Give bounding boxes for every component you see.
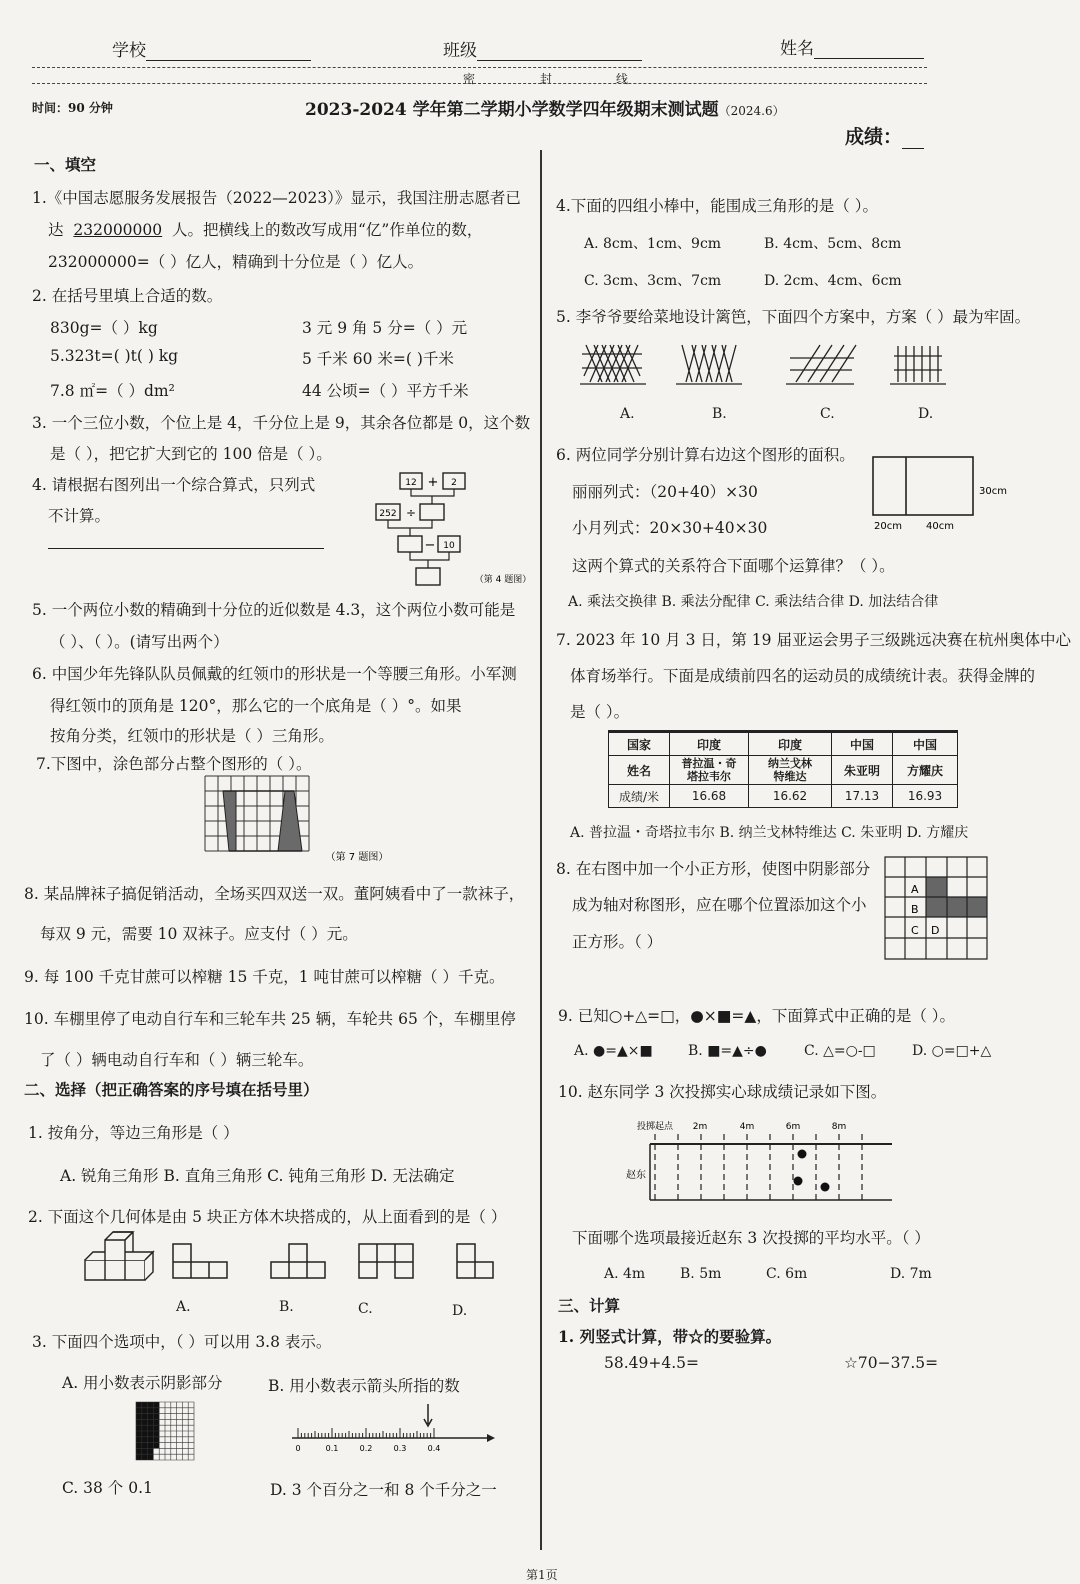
s1-q2-item4: 5 千米 60 米=( )千米: [302, 350, 454, 368]
s1-q2-item6: 44 公顷=（ ）平方千米: [302, 382, 469, 400]
school-field[interactable]: 学校: [112, 36, 311, 61]
s2-q8-line2: 成为轴对称图形，应在哪个位置添加这个小: [572, 896, 867, 914]
q5-label-b: B.: [712, 406, 727, 422]
s2-q6-ask: 这两个算式的关系符合下面哪个运算律？（ ）。: [572, 557, 895, 575]
section3-heading: 三、计算: [558, 1296, 621, 1315]
table-cell: 朱亚明: [832, 756, 893, 785]
underlined-number: 232000000: [73, 221, 163, 239]
q4-op3: −: [424, 538, 436, 553]
q8-shade-2: [926, 897, 987, 917]
q2-label-c: C.: [358, 1301, 373, 1317]
s1-q10-line1: 10. 车棚里停了电动自行车和三轮车共 25 辆，车轮共 65 个，车棚里停: [24, 1010, 516, 1028]
s1-q1-line1: 1.《中国志愿服务发展报告（2022—2023）》显示，我国注册志愿者已: [32, 189, 521, 207]
athlete-score-table: [608, 730, 958, 808]
q4-box-final: [416, 568, 440, 585]
q4-c: 252: [379, 509, 397, 519]
s3-expr1: 58.49+4.5=: [604, 1354, 699, 1372]
q10-axis-start: 投掷起点: [636, 1122, 674, 1132]
exam-title: 2023-2024 学年第二学期小学数学四年级期末测试题（2024.6）: [305, 100, 785, 120]
column-divider: [540, 150, 542, 1550]
q4-op1: +: [427, 475, 439, 490]
s1-q1-line2: 达 232000000 人。把横线上的数改写成用“亿”作单位的数，: [48, 221, 483, 239]
q2-3d-blocks: [85, 1232, 153, 1280]
fence-d: [890, 340, 950, 390]
s1-q8-line2: 每双 9 元，需要 10 双袜子。应支付（ ）元。: [40, 925, 358, 943]
seal-char-1: 密: [463, 72, 476, 86]
s2-q4-opt-a: A. 8cm、1cm、9cm: [584, 236, 722, 252]
s1-q2-item5: 7.8 ㎡=（ ）dm²: [50, 382, 175, 400]
table-row-name: [609, 756, 958, 785]
section1-heading: 一、填空: [34, 155, 97, 174]
s2-q7-options: A. 普拉温・奇塔拉韦尔 B. 纳兰戈林特维达 C. 朱亚明 D. 方耀庆: [570, 825, 969, 841]
s2-q7-line3: 是（ ）。: [570, 703, 630, 721]
q10-axis-2m: 2m: [692, 1122, 708, 1132]
q7-shaded-right: [278, 791, 302, 851]
s1-q2-item3: 5.323t=( )t( ) kg: [50, 347, 179, 365]
q4-op2: ÷: [405, 506, 417, 520]
q2-option-b-view: [271, 1244, 325, 1278]
table-header-score: 成绩/米: [609, 785, 670, 808]
ruler-label-2: 0.2: [359, 1444, 373, 1453]
q2-option-d-view: [457, 1244, 493, 1278]
name-field[interactable]: 姓名: [780, 34, 924, 59]
ruler-pointer-arrow: [424, 1404, 432, 1426]
s3-expr2: ☆70−37.5=: [844, 1354, 939, 1372]
q6-dim-right: 40cm: [926, 521, 954, 532]
seal-line-top: [32, 67, 927, 68]
q2-option-c-view: [359, 1244, 413, 1278]
q7-grid-figure: [205, 776, 405, 866]
section2-heading: 二、选择（把正确答案的序号填在括号里）: [24, 1080, 319, 1099]
q5-label-a: A.: [620, 406, 635, 422]
s2-q1: 1. 按角分，等边三角形是（ ）: [28, 1124, 239, 1142]
q4-a: 12: [405, 478, 417, 488]
s2-q8-line1: 8. 在右图中加一个小正方形，使图中阴影部分: [556, 860, 871, 878]
s2-q3: 3. 下面四个选项中，（ ）可以用 3.8 表示。: [32, 1333, 332, 1351]
table-cell: 中国: [893, 732, 958, 756]
q2-label-a: A.: [176, 1299, 191, 1315]
s2-q6-xiaoyue: 小月列式：20×30+40×30: [572, 519, 768, 537]
q5-label-d: D.: [918, 406, 934, 422]
s1-q2-item1: 830g=（ ）kg: [50, 319, 158, 337]
s1-q6-line2: 得红领巾的顶角是 120°，那么它的一个底角是（ ）°。如果: [50, 697, 462, 715]
s1-q7: 7.下图中，涂色部分占整个图形的（ ）。: [36, 755, 312, 773]
q5-label-c: C.: [820, 406, 835, 422]
s2-q10-opt-a: A. 4m: [604, 1266, 646, 1282]
table-row-score: [609, 785, 958, 808]
q6-rectangle-figure: [872, 456, 1012, 536]
ruler-label-3: 0.3: [393, 1444, 407, 1453]
s1-q2-item2: 3 元 9 角 5 分=（ ）元: [302, 319, 468, 337]
s2-q7-line1: 7. 2023 年 10 月 3 日，第 19 届亚运会男子三级跳远决赛在杭州奥体中心: [556, 631, 1071, 649]
table-header-name: 姓名: [609, 756, 670, 785]
s2-q1-options: A. 锐角三角形 B. 直角三角形 C. 钝角三角形 D. 无法确定: [60, 1167, 455, 1185]
table-header-country: 国家: [609, 732, 670, 756]
s1-q6-line3: 按角分类，红领巾的形状是（ ）三角形。: [50, 727, 334, 745]
q3-number-ruler: [292, 1402, 497, 1454]
q2-option-a-view: [173, 1244, 227, 1278]
q10-axis-8m: 8m: [831, 1122, 847, 1132]
s2-q9-opt-d: D. ○=□+△: [912, 1043, 992, 1059]
q10-name: 赵东: [626, 1170, 646, 1181]
q8-cell-c: C: [911, 924, 919, 937]
throw-2: [794, 1177, 803, 1186]
q8-symmetry-grid: [884, 856, 994, 966]
s1-q5-line2: （ ）、（ ）。(请写出两个）: [50, 633, 229, 651]
s1-q3-line1: 3. 一个三位小数，个位上是 4，千分位上是 9，其余各位都是 0，这个数: [32, 414, 531, 432]
s1-q4-line2: 不计算。: [48, 507, 111, 525]
s2-q6-lili: 丽丽列式：（20+40）×30: [572, 483, 758, 501]
table-cell: 16.93: [893, 785, 958, 808]
s1-q9: 9. 每 100 千克甘蔗可以榨糖 15 千克，1 吨甘蔗可以榨糖（ ）千克。: [24, 968, 505, 986]
q10-axis-4m: 4m: [739, 1122, 755, 1132]
s2-q3-d: D. 3 个百分之一和 8 个千分之一: [270, 1481, 497, 1499]
s2-q4: 4.下面的四组小棒中，能围成三角形的是（ ）。: [556, 197, 878, 215]
table-cell: 17.13: [832, 785, 893, 808]
q3-hundred-grid: [136, 1402, 200, 1462]
fence-a: [580, 345, 646, 384]
q7-caption: （第 7 题图）: [325, 852, 389, 863]
s2-q10-ask: 下面哪个选项最接近赵东 3 次投掷的平均水平。（ ）: [572, 1229, 930, 1247]
q2-label-b: B.: [279, 1299, 294, 1315]
ruler-label-0: 0: [295, 1444, 301, 1453]
s2-q3-c: C. 38 个 0.1: [62, 1479, 153, 1497]
q5-fence-designs: [578, 340, 868, 390]
table-cell: 印度: [670, 732, 749, 756]
q6-dim-height: 30cm: [979, 486, 1007, 497]
s2-q10-opt-d: D. 7m: [890, 1266, 932, 1282]
q4-b: 2: [451, 478, 457, 488]
s2-q3-a: A. 用小数表示阴影部分: [62, 1374, 223, 1392]
table-cell: 普拉温・奇 塔拉韦尔: [670, 756, 749, 785]
s1-q4-line1: 4. 请根据右图列出一个综合算式，只列式: [32, 476, 316, 494]
s2-q2: 2. 下面这个几何体是由 5 块正方体木块搭成的，从上面看到的是（ ）: [28, 1208, 507, 1226]
s1-q5-line1: 5. 一个两位小数的精确到十分位的近似数是 4.3，这个两位小数可能是: [32, 601, 516, 619]
fence-c: [786, 345, 856, 384]
s2-q7-line2: 体育场举行。下面是成绩前四名的运动员的成绩统计表。获得金牌的: [570, 667, 1036, 685]
s1-q3-line2: 是（ ），把它扩大到它的 100 倍是（ ）。: [50, 445, 332, 463]
q8-shade-1: [926, 877, 947, 897]
q8-cell-b: B: [911, 903, 919, 916]
q4-answer-line: [48, 548, 324, 549]
table-cell: 16.68: [670, 785, 749, 808]
s2-q6-options: A. 乘法交换律 B. 乘法分配律 C. 乘法结合律 D. 加法结合律: [568, 594, 939, 610]
exam-time: 时间：90 分钟: [32, 101, 113, 115]
s2-q9-opt-a: A. ●=▲×■: [574, 1043, 653, 1059]
s2-q4-opt-b: B. 4cm、5cm、8cm: [764, 236, 902, 252]
s2-q9-opt-c: C. △=○-□: [804, 1043, 876, 1059]
q4-connector-3: [410, 552, 449, 568]
ruler-arrowhead: [487, 1434, 495, 1442]
q4-connector-1: [411, 489, 454, 504]
s2-q5: 5. 李爷爷要给菜地设计篱笆，下面四个方案中，方案（ ）最为牢固。: [556, 308, 1031, 326]
q10-axis-6m: 6m: [785, 1122, 801, 1132]
table-cell: 16.62: [749, 785, 832, 808]
q4-box-result2: [398, 536, 422, 552]
s2-q4-opt-c: C. 3cm、3cm、7cm: [584, 273, 722, 289]
q4-connector-2: [388, 520, 432, 536]
throw-3: [821, 1183, 830, 1192]
throw-1: [798, 1150, 807, 1159]
s1-q2: 2. 在括号里填上合适的数。: [32, 287, 223, 305]
q8-cell-d: D: [931, 924, 940, 937]
q4-flow-diagram: [370, 468, 540, 593]
table-row-country: [609, 732, 958, 756]
s2-q4-opt-d: D. 2cm、4cm、6cm: [764, 273, 902, 289]
s2-q8-line3: 正方形。（ ）: [572, 933, 663, 951]
s2-q3-b: B. 用小数表示箭头所指的数: [268, 1377, 460, 1395]
q4-caption: （第 4 题图）: [474, 575, 532, 585]
s3-q1: 1. 列竖式计算，带☆的要验算。: [558, 1327, 782, 1346]
ruler-label-1: 0.1: [325, 1444, 339, 1453]
s2-q10-opt-c: C. 6m: [766, 1266, 808, 1282]
s1-q1-line3: 232000000=（ ）亿人，精确到十分位是（ ）亿人。: [48, 253, 424, 271]
s2-q10: 10. 赵东同学 3 次投掷实心球成绩记录如下图。: [558, 1083, 887, 1101]
score-field[interactable]: 成绩：: [845, 122, 924, 149]
q6-dim-left: 20cm: [874, 521, 902, 532]
seal-char-2: 封: [540, 72, 553, 86]
class-field[interactable]: 班级: [443, 36, 642, 61]
s2-q9-opt-b: B. ■=▲÷●: [688, 1043, 767, 1059]
s2-q9: 9. 已知○+△=□，●×■=▲，下面算式中正确的是（ ）。: [558, 1007, 956, 1025]
table-cell: 方耀庆: [893, 756, 958, 785]
table-cell: 中国: [832, 732, 893, 756]
seal-line-bottom: [32, 83, 927, 84]
ruler-label-4: 0.4: [427, 1444, 441, 1453]
s1-q8-line1: 8. 某品牌袜子搞促销活动，全场买四双送一双。董阿姨看中了一款袜子，: [24, 885, 525, 903]
q8-cell-a: A: [911, 883, 919, 896]
s2-q10-opt-b: B. 5m: [680, 1266, 722, 1282]
q4-d: 10: [443, 541, 455, 551]
s2-q6: 6. 两位同学分别计算右边这个图形的面积。: [556, 446, 855, 464]
fence-b: [676, 345, 742, 384]
q4-box-result1: [420, 504, 444, 520]
page-number: 第1页: [526, 1568, 558, 1582]
s1-q6-line1: 6. 中国少年先锋队队员佩戴的红领巾的形状是一个等腰三角形。小军测: [32, 665, 517, 683]
q10-throw-chart: [620, 1114, 900, 1204]
seal-char-3: 线: [616, 72, 629, 86]
table-cell: 印度: [749, 732, 832, 756]
s1-q10-line2: 了（ ）辆电动自行车和（ ）辆三轮车。: [40, 1051, 314, 1069]
table-cell: 纳兰戈林 特维达: [749, 756, 832, 785]
q2-label-d: D.: [452, 1303, 468, 1319]
